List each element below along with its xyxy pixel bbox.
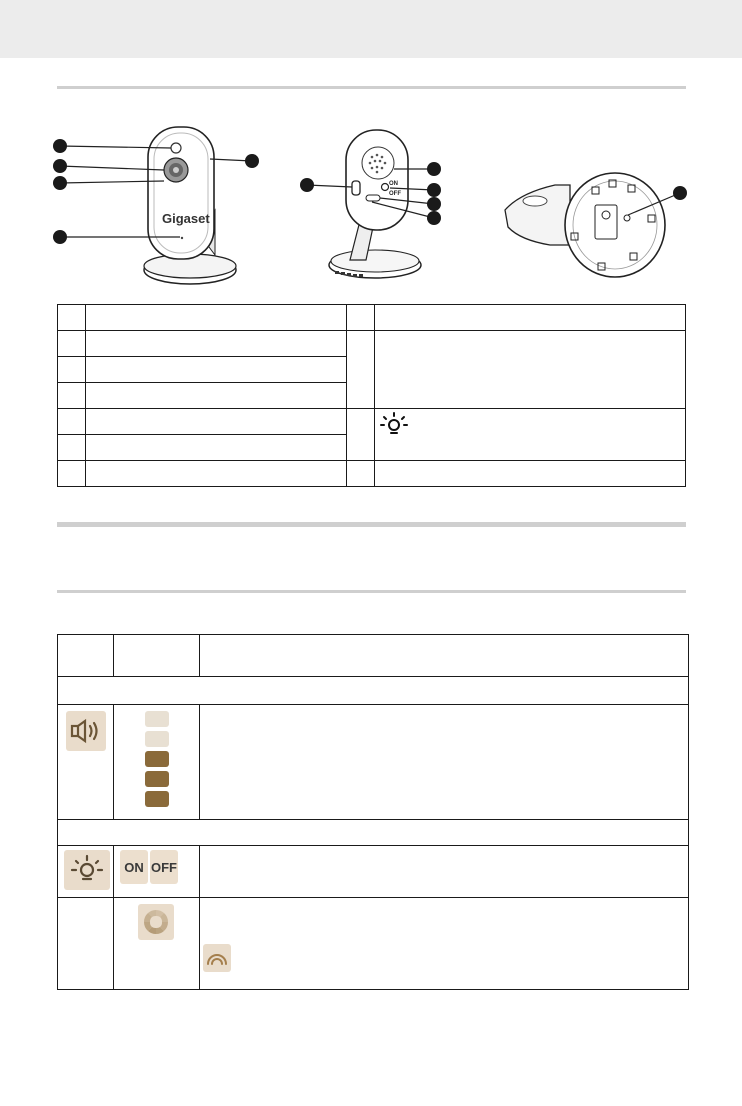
table-cell [58,677,689,705]
table-cell [375,461,686,487]
light-on-button-icon: ON [120,850,148,884]
table-cell [86,331,347,357]
table-cell [86,435,347,461]
callout-3 [53,176,67,190]
table-cell [58,435,86,461]
light-bulb-icon [64,850,110,890]
table-row [58,461,686,487]
table-cell [114,898,200,990]
volume-level-indicator [114,705,199,807]
callout-7 [427,162,441,176]
table-row [58,331,686,357]
light-off-button-icon: OFF [150,850,178,884]
parts-table [57,304,686,487]
volume-level-4 [145,771,169,787]
switch-on-label: ON [389,181,398,187]
speaker-icon [66,711,106,751]
table-cell [86,305,347,331]
volume-level-2 [145,731,169,747]
callout-10 [427,211,441,225]
controls-table [57,634,689,990]
table-cell [58,820,689,846]
table-cell [58,305,86,331]
table-cell [114,846,200,898]
volume-level-3 [145,751,169,767]
table-cell [200,898,689,990]
table-cell [58,635,114,677]
table-cell [58,846,114,898]
table-cell [347,461,375,487]
volume-level-1 [145,711,169,727]
volume-level-5 [145,791,169,807]
table-cell [58,357,86,383]
table-cell [86,357,347,383]
loading-spinner-icon [138,904,174,940]
table-row [58,409,686,435]
table-cell [58,898,114,990]
section-divider [57,590,686,593]
table-cell [375,331,686,409]
table-cell [114,635,200,677]
table-cell [347,409,375,461]
section-divider [57,86,686,89]
table-row [58,898,689,990]
table-cell [58,705,114,820]
camera-front-view [53,127,259,284]
table-cell [58,461,86,487]
table-cell [200,635,689,677]
table-cell [200,705,689,820]
table-cell [114,705,200,820]
callout-5 [245,154,259,168]
callout-2 [53,159,67,173]
table-cell [86,461,347,487]
callout-11 [673,186,687,200]
signal-arc-icon [203,944,231,972]
camera-illustrations [50,115,690,305]
table-cell [375,305,686,331]
table-row [58,705,689,820]
brand-label: Gigaset [162,211,210,226]
table-cell [375,409,686,461]
section-row [58,820,689,846]
table-cell [86,383,347,409]
callout-1 [53,139,67,153]
header-bar [0,0,742,58]
table-cell [347,305,375,331]
callout-8 [427,183,441,197]
camera-base-view [505,173,687,277]
table-cell [58,383,86,409]
callout-6 [300,178,314,192]
table-row [58,305,686,331]
section-divider [57,522,686,527]
table-cell [200,846,689,898]
table-cell [86,409,347,435]
table-cell [58,331,86,357]
camera-back-view [300,130,441,278]
section-row [58,677,689,705]
switch-off-label: OFF [389,191,401,197]
table-cell [58,409,86,435]
light-bulb-icon [379,411,409,437]
table-cell [347,331,375,409]
callout-4 [53,230,67,244]
table-row [58,846,689,898]
table-header-row [58,635,689,677]
callout-9 [427,197,441,211]
